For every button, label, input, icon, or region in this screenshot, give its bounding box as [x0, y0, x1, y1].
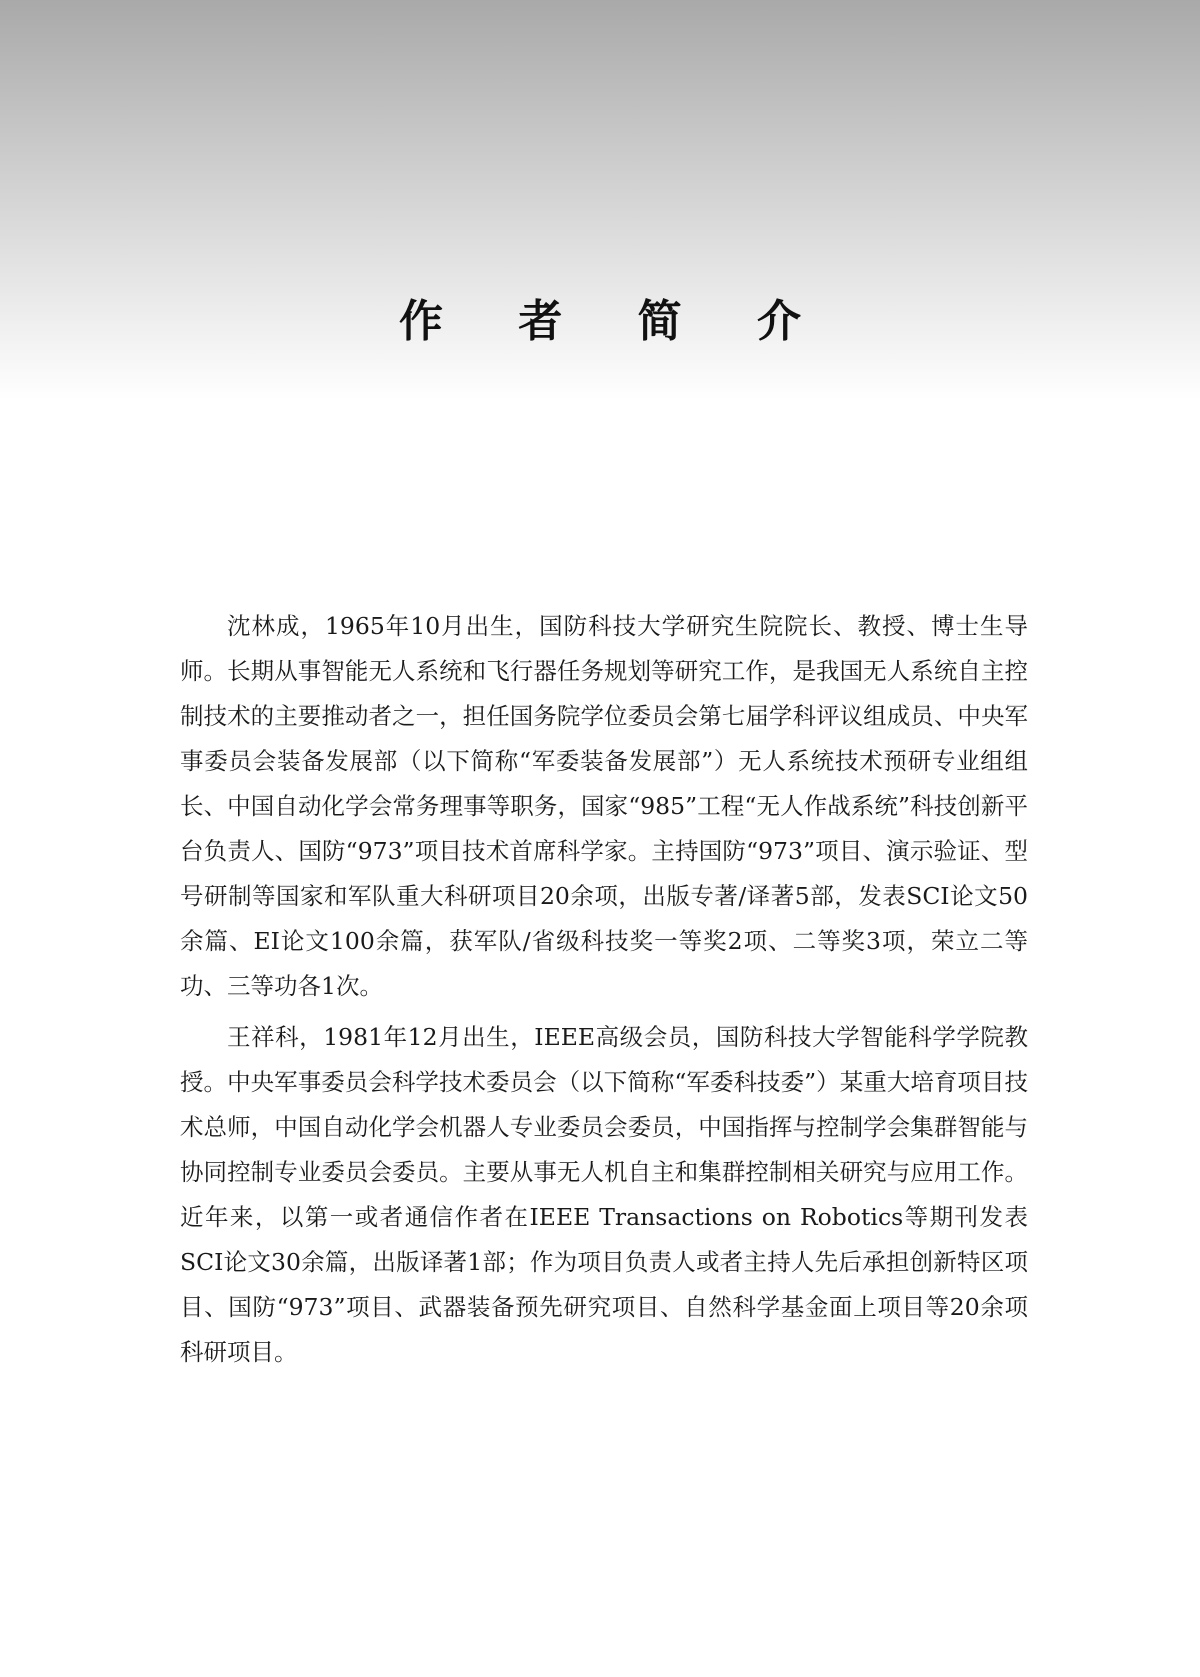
page-title: 作 者 简 介: [399, 296, 831, 347]
author-bio-text: [180, 604, 1028, 1381]
author-bio-paragraph-shen: 沈林成，1965年10月出生，国防科技大学研究生院院长、教授、博士生导师。长期从事智能无人系统和飞行器任务规划等研究工作，是我国无人系统自主控制技术的主要推动者之一，担任国务院学位委员会第七届学科评议组成员、中央军事委员会装备发展部（以下简称“军委装备发展部”）无人系统技术预研专业组组长、中国自动化学会常务理事等职务，国家“985”工程“无人作战系统”科技创新平台负责人、国防“973”项目技术首席科学家。主持国防“973”项目、演示验证、型号研制等国家和军队重大科研项目20余项，出版专著/译著5部，发表SCI论文50余篇、EI论文100余篇，获军队/省级科技奖一等奖2项、二等奖3项，荣立二等功、三等功各1次。: [180, 612, 1028, 1000]
author-bio-paragraph-wang: 王祥科，1981年12月出生，IEEE高级会员，国防科技大学智能科学学院教授。中央军事委员会科学技术委员会（以下简称“军委科技委”）某重大培育项目技术总师，中国自动化学会机器人专业委员会委员，中国指挥与控制学会集群智能与协同控制专业委员会委员。主要从事无人机自主和集群控制相关研究与应用工作。近年来，以第一或者通信作者在IEEE Transactions on Robotics等期刊发表SCI论文30余篇，出版译著1部；作为项目负责人或者主持人先后承担创新特区项目、国防“973”项目、武器装备预先研究项目、自然科学基金面上项目等20余项科研项目。: [180, 1023, 1028, 1366]
